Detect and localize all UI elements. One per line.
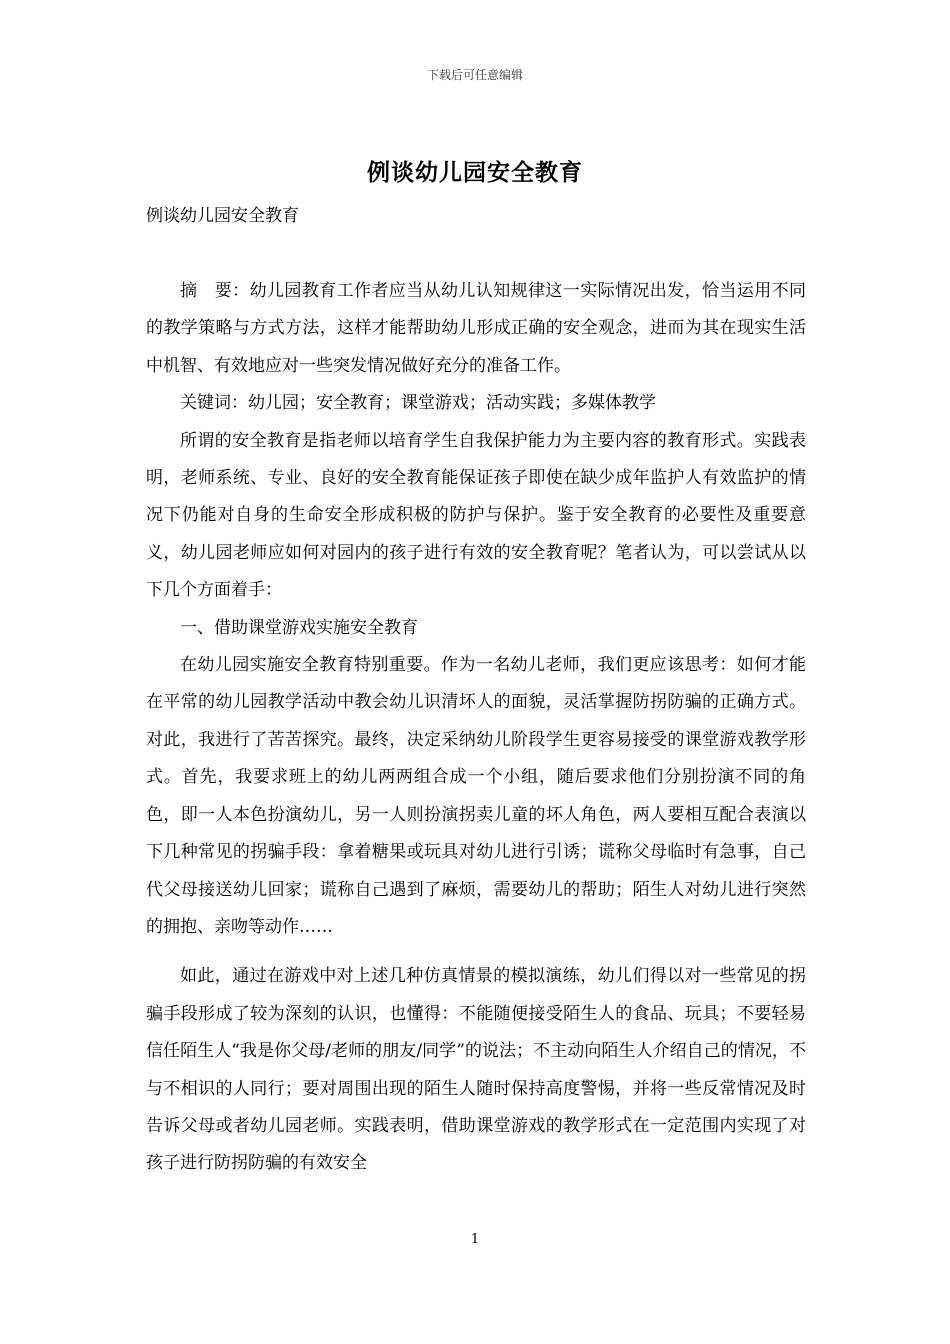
document-subtitle: 例谈幼儿园安全教育 bbox=[146, 206, 299, 226]
body-paragraph: 在幼儿园实施安全教育特别重要。作为一名幼儿老师，我们更应该思考：如何才能在平常的幼儿园教学活动中教会幼儿识清坏人的面貌，灵活掌握防拐防骗的正确方式。对此，我进行了苦苦探究。最终，决定采纳幼儿阶段学生更容易接受的课堂游戏教学形式。首先，我要求班上的幼儿两两组合成一个小组，随后要求他们分别扮演不同的角色，即一人本色扮演幼儿，另一人则扮演拐卖儿童的坏人角色，两人要相互配合表演以下几种常见的拐骗手段：拿着糖果或玩具对幼儿进行引诱；谎称父母临时有急事，自己代父母接送幼儿回家；谎称自己遇到了麻烦，需要幼儿的帮助；陌生人对幼儿进行突然的拥抱、亲吻等动作…… bbox=[146, 655, 806, 937]
section-heading-1: 一、借助课堂游戏实施安全教育 bbox=[180, 617, 418, 638]
keywords-paragraph: 关键词：幼儿园；安全教育；课堂游戏；活动实践；多媒体教学 bbox=[180, 393, 656, 414]
document-title: 例谈幼儿园安全教育 bbox=[367, 159, 583, 186]
abstract-paragraph: 摘 要：幼儿园教育工作者应当从幼儿认知规律这一实际情况出发，恰当运用不同的教学策略与方式方法，这样才能帮助幼儿形成正确的安全观念，进而为其在现实生活中机智、有效地应对一些突发情况做好充分的准备工作。 bbox=[146, 281, 806, 376]
header-note: 下载后可任意编辑 bbox=[426, 68, 523, 82]
document-body bbox=[146, 273, 806, 1183]
intro-paragraph: 所谓的安全教育是指老师以培育学生自我保护能力为主要内容的教育形式。实践表明，老师系统、专业、良好的安全教育能保证孩子即使在缺少成年监护人有效监护的情况下仍能对自身的生命安全形成积极的防护与保护。鉴于安全教育的必要性及重要意义，幼儿园老师应如何对园内的孩子进行有效的安全教育呢？笔者认为，可以尝试从以下几个方面着手： bbox=[146, 430, 806, 601]
body-paragraph: 如此，通过在游戏中对上述几种仿真情景的模拟演练，幼儿们得以对一些常见的拐骗手段形成了较为深刻的认识，也懂得：不能随便接受陌生人的食品、玩具；不要轻易信任陌生人“我是你父母/老师的朋友/同学”的说法；不主动向陌生人介绍自己的情况，不与不相识的人同行；要对周围出现的陌生人随时保持高度警惕，并将一些反常情况及时告诉父母或者幼儿园老师。实践表明，借助课堂游戏的教学形式在一定范围内实现了对孩子进行防拐防骗的有效安全 bbox=[146, 966, 806, 1174]
page-number: 1 bbox=[470, 1232, 480, 1247]
